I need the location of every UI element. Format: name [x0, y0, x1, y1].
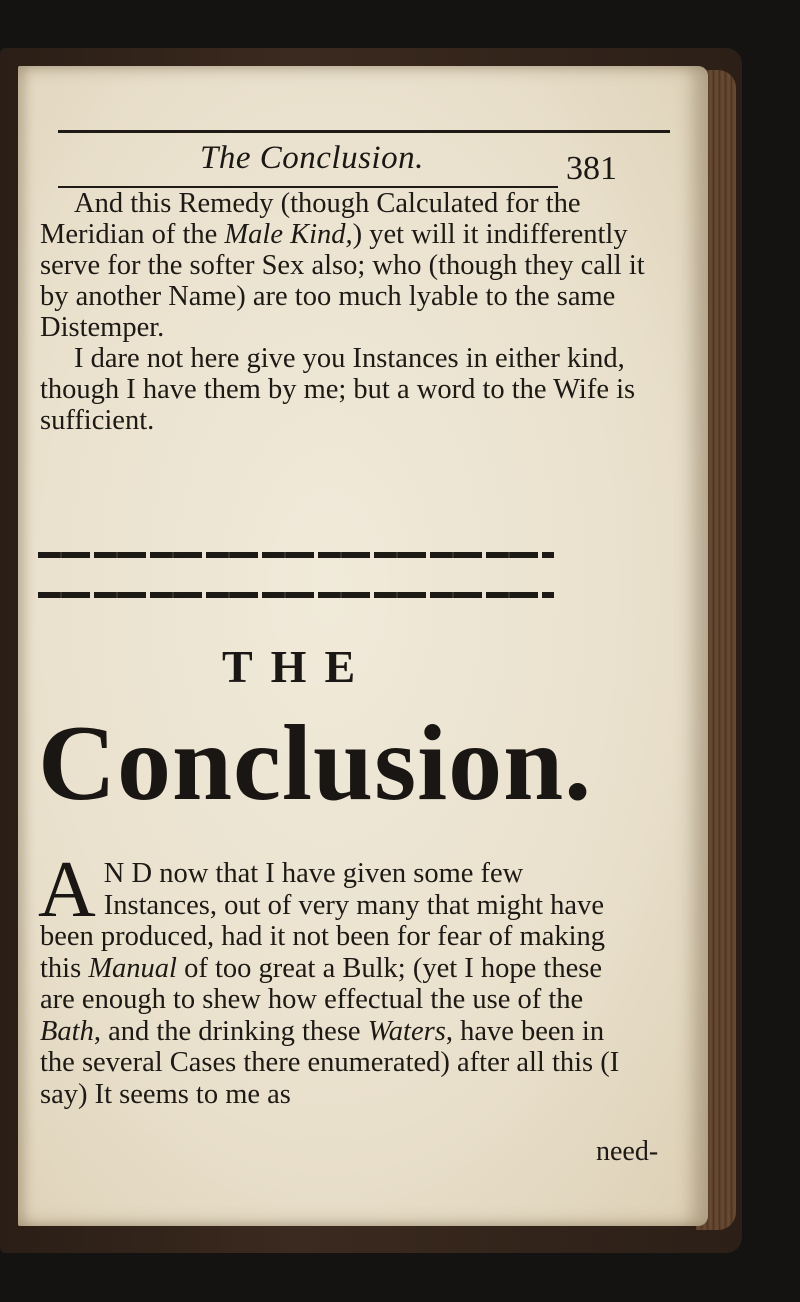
- running-head: The Conclusion.: [200, 140, 424, 176]
- body-text: [40, 188, 676, 436]
- conclusion-text: A N D now that I have given some few Instances, out of very many that might have been produced, had it not been for fear of making this Manual of too great a Bulk; (yet I hope these are enough to shew how effectual the use of the Bath, and the drinking these Waters, have been in the several Cases there enumerated) after all this (I say) It seems to me as: [38, 846, 620, 1110]
- drop-cap: A: [38, 846, 96, 934]
- header-rule-top: [58, 130, 670, 133]
- paragraph-instances: I dare not here give you Instances in either kind, though I have them by me; but a word to the Wife is sufficient.: [40, 343, 636, 436]
- paragraph-remedy: And this Remedy (though Calculated for the Meridian of the Male Kind,) yet will it indifferently serve for the softer Sex also; who (though they call it by another Name) are too much lyable to the same Distemper.: [40, 188, 645, 343]
- catchword: need-: [596, 1136, 659, 1167]
- ornament-rule-1: [38, 552, 554, 558]
- section-label: THE: [222, 641, 374, 692]
- page-number: 381: [566, 150, 617, 187]
- ornament-rule-2: [38, 592, 554, 598]
- section-title: Conclusion.: [38, 704, 593, 823]
